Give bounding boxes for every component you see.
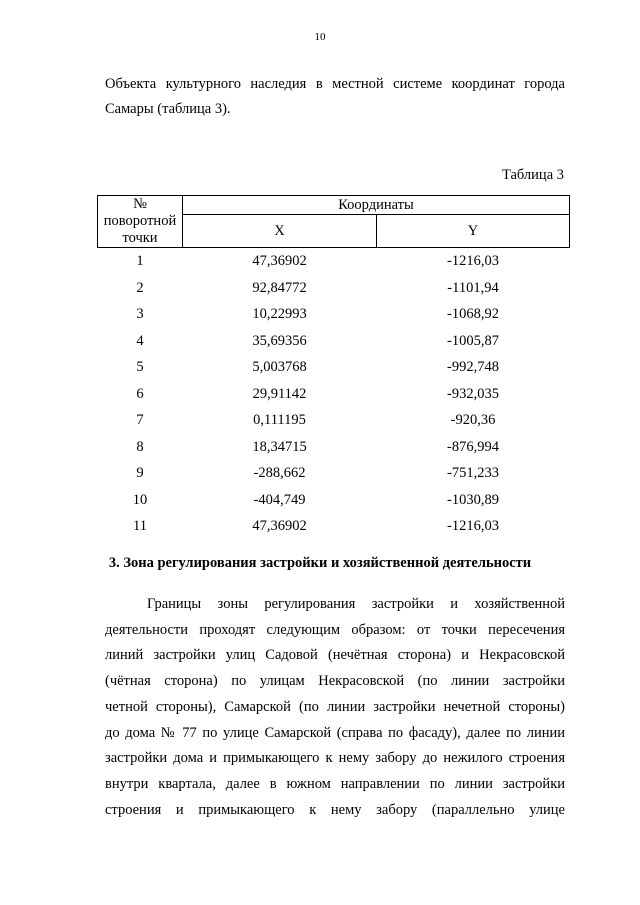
cell-point-number: 3 — [136, 306, 144, 322]
table-row — [98, 275, 570, 302]
cell-x: 35,69356 — [252, 332, 307, 349]
body-line: деятельности проходят следующим образом: от точки пересечения — [105, 621, 565, 638]
body-line: четной стороны), Самарской (по линии застройки нечетной стороны) — [105, 698, 565, 715]
cell-y: -1005,87 — [447, 332, 499, 349]
body-line: строения и примыкающего к нему забору (параллельно улице — [105, 801, 565, 818]
cell-x: 47,36902 — [252, 253, 307, 269]
cell-x: 0,111195 — [253, 412, 306, 428]
cell-y: -1216,03 — [447, 253, 499, 269]
table-row — [98, 460, 570, 487]
cell-x: 10,22993 — [252, 306, 307, 322]
cell-y: -1030,89 — [447, 491, 499, 508]
body-line: (чётная сторона) по улицам Некрасовской (по линии застройки — [105, 673, 565, 690]
cell-x: -288,662 — [253, 465, 306, 481]
cell-point-number: 2 — [136, 279, 144, 296]
table-row — [98, 354, 570, 381]
body-line: Границы зоны регулирования застройки и хозяйственной — [147, 596, 565, 612]
body-line: до дома № 77 по улице Самарской (справа по фасаду), далее по линии — [105, 724, 565, 741]
table-row — [98, 381, 570, 408]
cell-x: 18,34715 — [252, 438, 307, 455]
cell-x: 5,003768 — [252, 359, 307, 375]
table-row — [98, 248, 570, 275]
cell-y: -920,36 — [450, 412, 496, 428]
cell-x: 92,84772 — [252, 279, 307, 296]
cell-y: -876,994 — [447, 438, 499, 455]
cell-point-number: 7 — [136, 412, 144, 428]
cell-y: -1068,92 — [447, 306, 499, 322]
header-point-number: № поворотной точки — [98, 196, 183, 248]
table-row — [98, 301, 570, 328]
coordinates-table — [97, 195, 570, 540]
header-x: X — [183, 215, 377, 248]
table-row — [98, 487, 570, 514]
header-coordinates: Координаты — [183, 196, 570, 215]
intro-line: Объекта культурного наследия в местной системе координат города — [105, 76, 565, 92]
cell-point-number: 8 — [136, 438, 144, 455]
cell-point-number: 11 — [133, 518, 147, 534]
page-number: 10 — [314, 31, 326, 43]
cell-point-number: 9 — [136, 465, 144, 481]
table-row — [98, 513, 570, 540]
header-y: Y — [377, 215, 570, 248]
cell-point-number: 4 — [136, 332, 144, 349]
intro-line: Самары (таблица 3). — [105, 101, 231, 117]
cell-x: 29,91142 — [252, 385, 307, 402]
cell-x: 47,36902 — [252, 518, 307, 534]
cell-y: -751,233 — [447, 465, 499, 481]
cell-y: -1101,94 — [447, 279, 499, 296]
body-line: застройки дома и примыкающего к нему забору до нежилого строения — [105, 750, 565, 767]
cell-point-number: 10 — [132, 491, 148, 508]
table-caption: Таблица 3 — [501, 167, 564, 183]
section-body — [105, 592, 565, 823]
body-line: внутри квартала, далее в южном направлении по линии застройки — [105, 775, 565, 792]
cell-point-number: 1 — [136, 253, 144, 269]
table-row — [98, 434, 570, 461]
cell-point-number: 6 — [136, 385, 144, 402]
table-row — [98, 328, 570, 355]
cell-y: -932,035 — [447, 385, 499, 402]
cell-y: -992,748 — [447, 359, 499, 375]
intro-paragraph — [105, 72, 565, 122]
cell-point-number: 5 — [136, 359, 144, 375]
cell-y: -1216,03 — [447, 518, 499, 534]
cell-x: -404,749 — [253, 491, 306, 508]
section-title: 3. Зона регулирования застройки и хозяйственной деятельности — [108, 555, 532, 571]
table-row — [98, 407, 570, 434]
body-line: линий застройки улиц Садовой (нечётная сторона) и Некрасовской — [105, 647, 565, 664]
